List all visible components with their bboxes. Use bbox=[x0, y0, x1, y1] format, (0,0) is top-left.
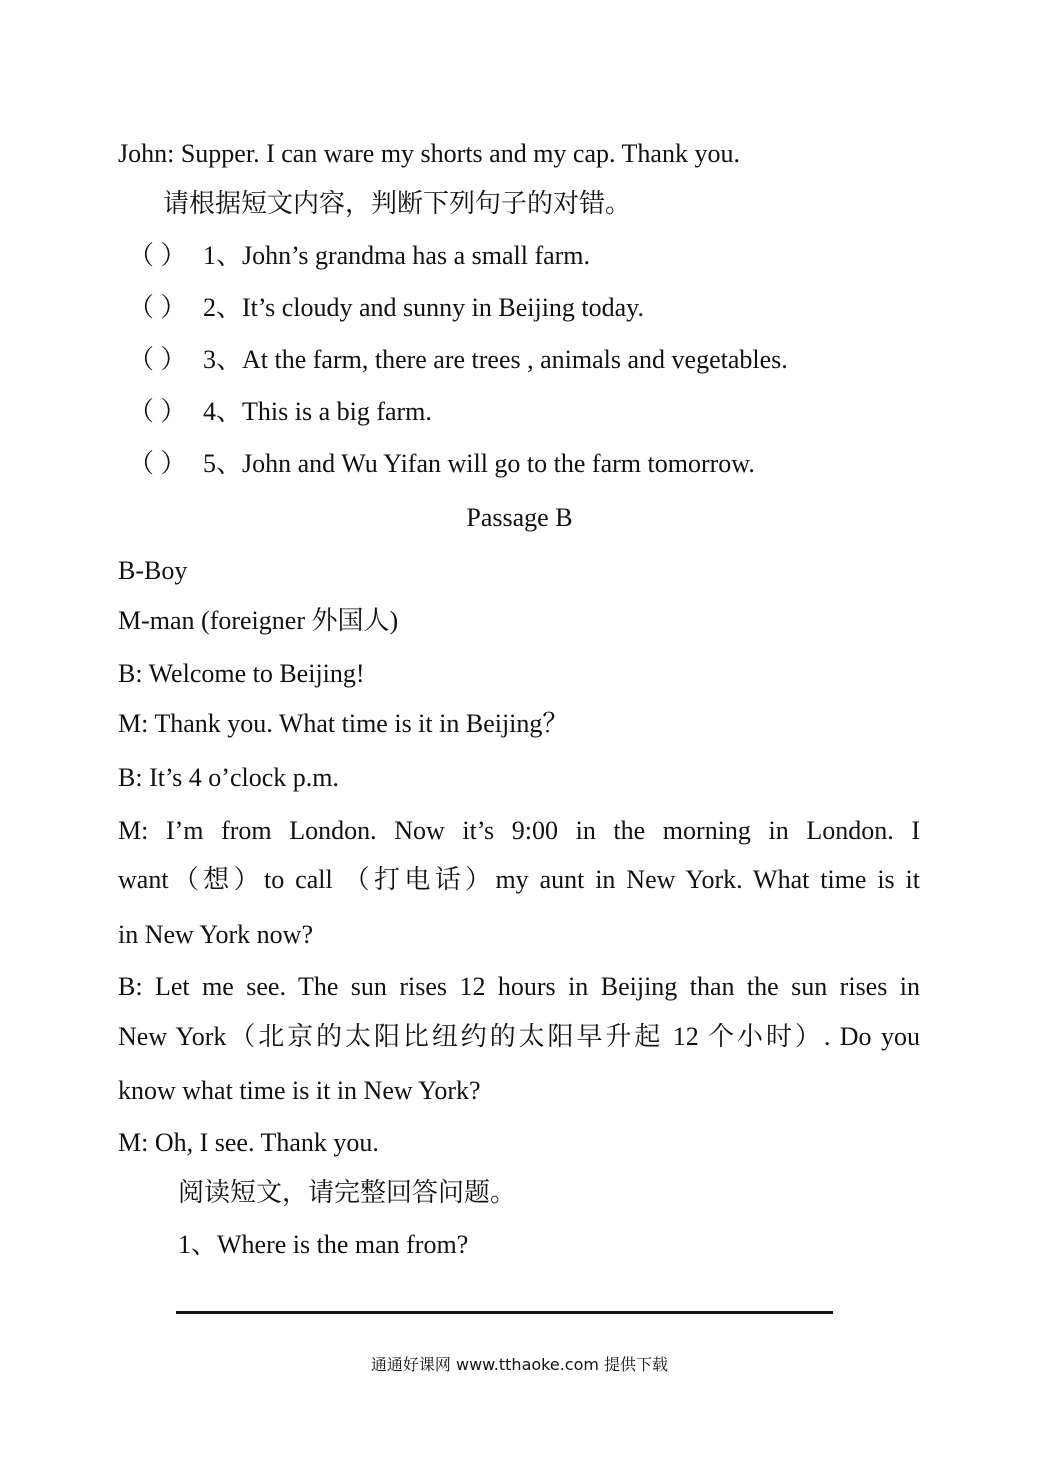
tf-item-4 bbox=[128, 397, 432, 427]
answer-blank[interactable]: （ ） bbox=[128, 449, 187, 478]
question-1: 1、Where is the man from? bbox=[178, 1230, 469, 1259]
passage-b-title: Passage B bbox=[466, 503, 573, 532]
answer-blank[interactable]: （ ） bbox=[128, 345, 187, 374]
tf-instruction: 请根据短文内容，判断下列句子的对错。 bbox=[163, 189, 632, 218]
footer-text: 通通好课网 www.tthaoke.com 提供下载 bbox=[370, 1355, 669, 1374]
tf-item-5 bbox=[128, 449, 755, 479]
tf-text: 4、This is a big farm. bbox=[203, 397, 432, 426]
m-long-line-2: want（想）to call （打电话）my aunt in New York. What time is it bbox=[118, 865, 920, 894]
tf-item-2 bbox=[128, 293, 644, 323]
tf-item-3 bbox=[128, 345, 788, 375]
b-long-line-2: New York（北京的太阳比纽约的太阳早升起 12 个小时）. Do you bbox=[118, 1022, 920, 1051]
answer-blank[interactable]: （ ） bbox=[128, 293, 187, 322]
role-boy: B-Boy bbox=[118, 556, 188, 585]
dialogue-line-3: B: It’s 4 o’clock p.m. bbox=[118, 763, 339, 792]
john-line: John: Supper. I can ware my shorts and my cap. Thank you. bbox=[118, 139, 740, 168]
tf-text: 2、It’s cloudy and sunny in Beijing today. bbox=[203, 293, 644, 322]
m-end-line: M: Oh, I see. Thank you. bbox=[118, 1128, 379, 1157]
tf-text: 5、John and Wu Yifan will go to the farm tomorrow. bbox=[203, 449, 755, 478]
b-long-line-3: know what time is it in New York? bbox=[118, 1076, 481, 1105]
role-man: M-man (foreigner 外国人) bbox=[118, 606, 399, 635]
answer-blank[interactable]: （ ） bbox=[128, 397, 187, 426]
tf-item-1 bbox=[128, 241, 590, 271]
footer-rule bbox=[176, 1311, 833, 1314]
tf-text: 1、John’s grandma has a small farm. bbox=[203, 241, 591, 270]
b-long-line-1: B: Let me see. The sun rises 12 hours in Beijing than the sun rises in bbox=[118, 972, 920, 1001]
dialogue-line-2: M: Thank you. What time is it in Beijing？ bbox=[118, 709, 569, 738]
m-long-line-3: in New York now? bbox=[118, 920, 313, 949]
tf-text: 3、At the farm, there are trees , animals and vegetables. bbox=[203, 345, 788, 374]
m-long-line-1: M: I’m from London. Now it’s 9:00 in the morning in London. I bbox=[118, 816, 920, 845]
qa-instruction: 阅读短文，请完整回答问题。 bbox=[178, 1178, 517, 1207]
answer-blank[interactable]: （ ） bbox=[128, 241, 187, 270]
dialogue-line-1: B: Welcome to Beijing! bbox=[118, 659, 365, 688]
